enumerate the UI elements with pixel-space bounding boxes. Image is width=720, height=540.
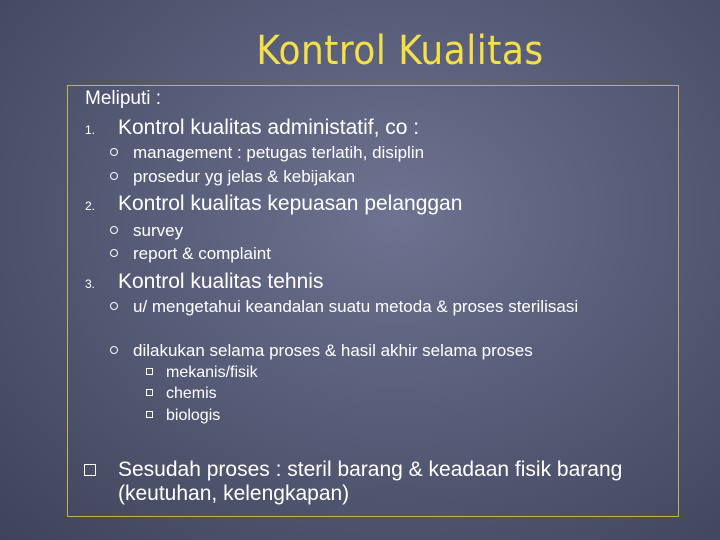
- item-number: 3.: [85, 277, 96, 291]
- sub-item: report & complaint: [133, 244, 271, 263]
- ring-bullet-icon: [110, 148, 118, 156]
- intro-text: Meliputi :: [85, 88, 162, 109]
- sub-item: management : petugas terlatih, disiplin: [133, 143, 425, 162]
- sub-item: prosedur yg jelas & kebijakan: [133, 167, 356, 186]
- sub-item: dilakukan selama proses & hasil akhir selama proses: [133, 341, 533, 360]
- item-number: 2.: [85, 199, 96, 213]
- square-bullet-icon: [146, 411, 153, 418]
- square-bullet-icon: [146, 368, 153, 375]
- ring-bullet-icon: [110, 226, 118, 234]
- sub-sub-item: mekanis/fisik: [166, 364, 258, 381]
- item-label: Kontrol kualitas kepuasan pelanggan: [118, 192, 463, 215]
- final-bullet-text: Sesudah proses : steril barang & keadaan fisik barang (keutuhan, kelengkapan): [118, 458, 623, 505]
- square-bullet-icon: [84, 464, 96, 476]
- sub-sub-item: biologis: [166, 407, 221, 424]
- ring-bullet-icon: [110, 172, 118, 180]
- item-label: Kontrol kualitas administatif, co :: [118, 116, 420, 139]
- item-number: 1.: [85, 123, 96, 137]
- ring-bullet-icon: [110, 302, 118, 310]
- slide-title: Kontrol Kualitas: [256, 28, 544, 74]
- ring-bullet-icon: [110, 249, 118, 257]
- ring-bullet-icon: [110, 346, 118, 354]
- item-label: Kontrol kualitas tehnis: [118, 270, 324, 293]
- sub-item: u/ mengetahui keandalan suatu metoda & proses sterilisasi: [133, 297, 579, 316]
- sub-item: survey: [133, 221, 184, 240]
- sub-sub-item: chemis: [166, 385, 217, 402]
- square-bullet-icon: [146, 389, 153, 396]
